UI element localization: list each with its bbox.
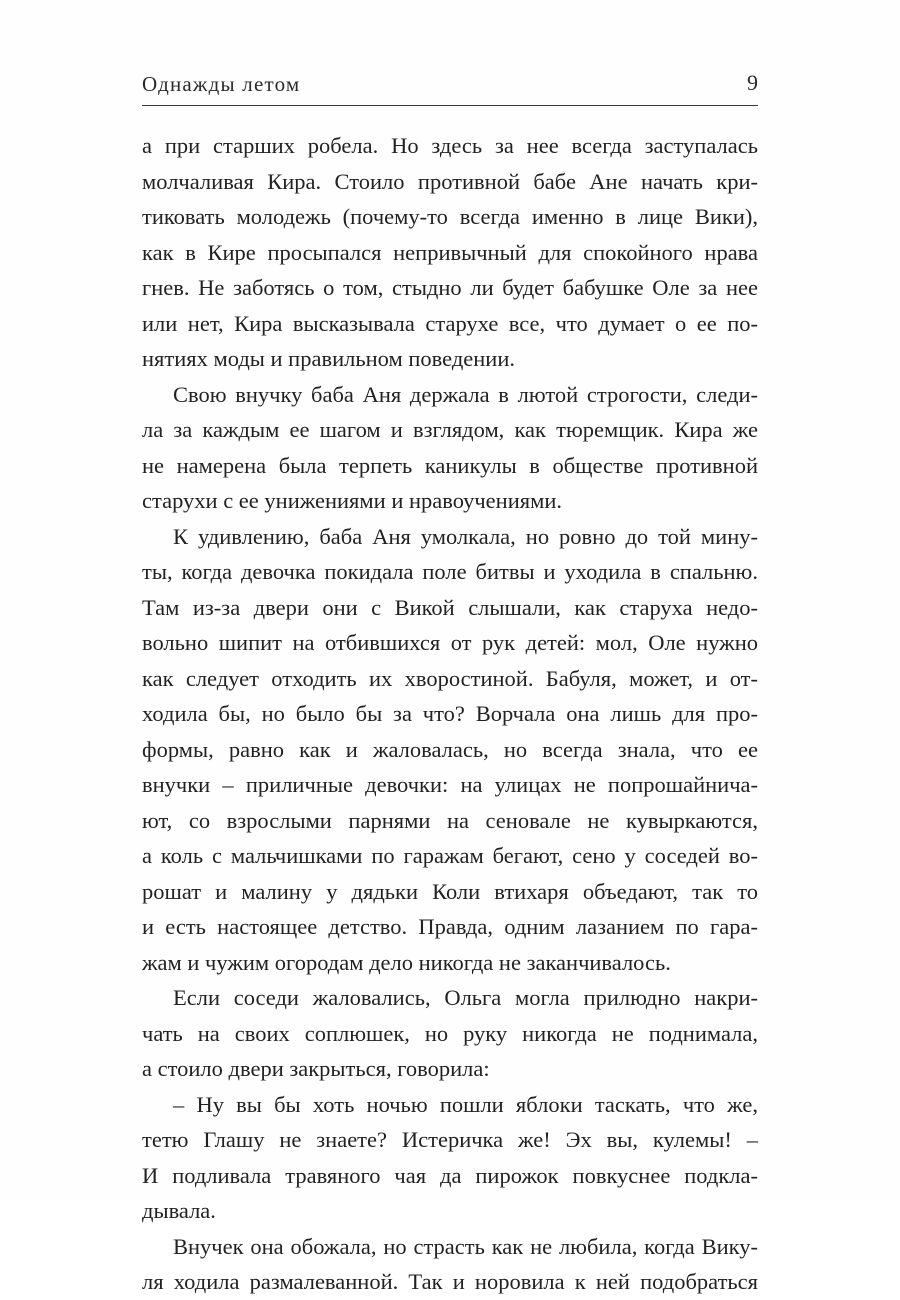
text-line: а при старших робела. Но здесь за нее всегда заступалась [142,133,758,158]
text-line: дывала. [142,1198,216,1223]
text-line: как в Кире просыпался непривычный для спокойного нрава [142,239,758,265]
text-line: нятиях моды и правильном поведении. [142,346,515,371]
text-line: Если соседи жаловались, Ольга могла прилюдно накри- [173,985,758,1010]
page-number: 9 [747,70,758,95]
text-line: И подливала травяного чая да пирожок повкуснее подкла- [142,1162,758,1188]
text-line: ют, со взрослыми парнями на сеновале не кувыркаются, [142,807,758,833]
text-line: чать на своих соплюшек, но руку никогда не поднимала, [142,1020,758,1046]
text-line: ля ходила размалеванной. Так и норовила к ней подобраться [142,1269,758,1294]
text-line: а коль с мальчишками по гаражам бегают, сено у соседей во- [142,843,758,868]
text-line: ты, когда девочка покидала поле битвы и уходила в спальню. [142,559,758,584]
running-header [142,66,758,102]
text-line: как следует отходить их хворостиной. Бабуля, может, и от- [142,665,758,691]
text-line: не намерена была терпеть каникулы в обществе противной [142,452,758,478]
text-line: тиковать молодежь (почему-то всегда именно в лице Вики), [142,204,758,229]
text-line: тетю Глашу не знаете? Истеричка же! Эх вы, кулемы! – [142,1127,758,1152]
text-line: Там из-за двери они с Викой слышали, как старуха недо- [142,594,758,620]
body-text [142,128,758,1300]
text-line: формы, равно как и жаловалась, но всегда знала, что ее [142,736,758,762]
text-line: или нет, Кира высказывала старухе все, что думает о ее по- [142,310,758,336]
text-line: рошат и малину у дядьки Коли втихаря объедают, так то [142,878,758,904]
text-line: вольно шипит на отбившихся от рук детей: мол, Оле нужно [142,630,758,655]
text-line: Внучек она обожала, но страсть как не любила, когда Вику- [173,1233,758,1259]
text-line: ходила бы, но было бы за что? Ворчала она лишь для про- [142,701,758,726]
running-title: Однажды летом [142,72,301,96]
text-line: и есть настоящее детство. Правда, одним лазанием по гара- [142,914,758,939]
text-line: гнев. Не заботясь о том, стыдно ли будет бабушке Оле за нее [142,275,758,300]
header-rule [142,105,758,106]
text-line: старухи с ее унижениями и нравоучениями. [142,488,563,513]
text-line: внучки – приличные девочки: на улицах не попрошайнича- [142,772,758,797]
text-line: – Ну вы бы хоть ночью пошли яблоки таскать, что же, [173,1091,758,1117]
text-line: а стоило двери закрыться, говорила: [142,1056,490,1081]
text-line: молчаливая Кира. Стоило противной бабе Ане начать кри- [142,168,758,194]
text-line: жам и чужим огородам дело никогда не заканчивалось. [142,949,671,975]
text-line: ла за каждым ее шагом и взглядом, как тюремщик. Кира же [142,417,758,442]
text-line: К удивлению, баба Аня умолкала, но ровно до той мину- [173,523,758,549]
text-line: Свою внучку баба Аня держала в лютой строгости, следи- [173,381,758,407]
